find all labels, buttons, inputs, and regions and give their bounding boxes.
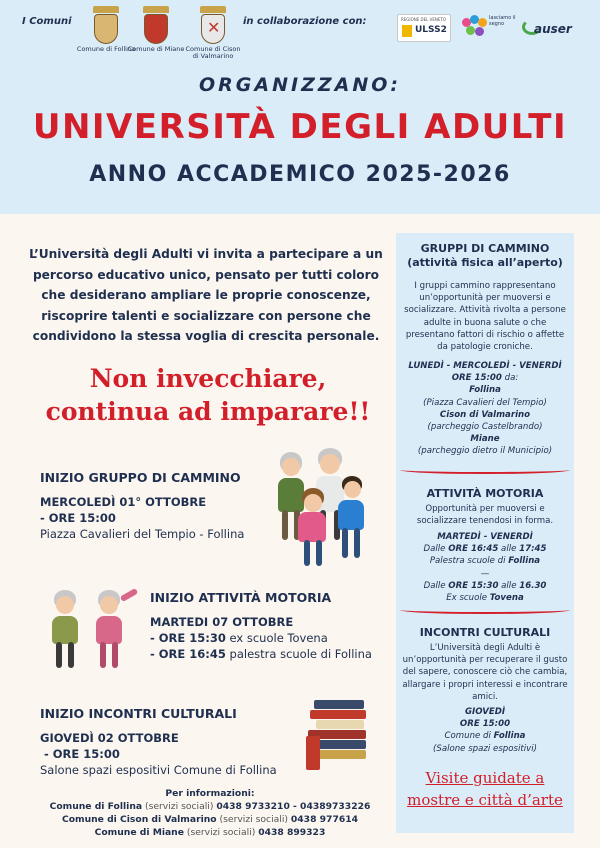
collab-label: in collaborazione con:	[243, 16, 367, 27]
sb-culturali-place-pre: Comune di	[444, 731, 494, 742]
cammino-title: INIZIO GRUPPO DI CAMMINO	[40, 470, 241, 485]
sb-cammino-loc-2: Cison di Valmarino	[439, 409, 531, 420]
footer-row-phone: 0438 9733210 - 04389733226	[216, 801, 371, 813]
motoria-date: MARTEDI 07 OTTOBRE	[150, 615, 294, 629]
visite-line-2: mostre e città d’arte	[407, 790, 563, 809]
footer-row-note: (servizi sociali)	[142, 801, 217, 813]
divider-swash-1	[400, 466, 570, 474]
culturali-title: INIZIO INCONTRI CULTURALI	[40, 706, 237, 721]
sb-motoria-place-2: Tovena	[489, 593, 524, 604]
sb-cammino-desc: I gruppi cammino rappresentano un’opportunità per muoversi e socializzare. Attività rivolta a persone adulte in buona salute o che presentano fattori di rischio o affette da patologie croniche.	[404, 281, 566, 353]
cammino-time: - ORE 15:00	[40, 511, 116, 525]
sb-culturali-schedule	[402, 706, 568, 755]
sb-culturali-place-note: (Salone spazi espositivi)	[433, 743, 537, 754]
slogan	[22, 362, 394, 429]
cison-shield-icon: ✕	[201, 14, 225, 44]
footer-row-phone: 0438 977614	[290, 814, 359, 826]
intro-text: L’Università degli Adulti vi invita a partecipare a un percorso educativo unico, pensato per tutti coloro che desiderano ampliare le proprie conoscenze, riscoprire talenti e socializzare con persone che condividono la stessa voglia di crescita personale.	[29, 247, 383, 343]
culturali-date: GIOVEDÌ 02 OTTOBRE	[40, 731, 179, 745]
motoria-place-1: ex scuole Tovena	[225, 631, 328, 645]
sb-motoria-title: ATTIVITÀ MOTORIA	[426, 487, 544, 500]
footer-row-follina	[20, 800, 400, 813]
footer-row-name: Comune di Miane	[94, 827, 184, 839]
sb-cammino-title	[396, 242, 574, 271]
walking-seniors-illustration	[266, 448, 376, 568]
footer-row-name: Comune di Follina	[49, 801, 143, 813]
cison-crest	[183, 6, 243, 61]
sb-motoria-desc: Opportunità per muoversi e socializzare tenendosi in forma.	[416, 504, 554, 527]
motoria-title: INIZIO ATTIVITÀ MOTORIA	[150, 590, 332, 605]
lasciamo-text: lasciamo il segno	[489, 15, 516, 27]
miane-shield-icon	[144, 14, 168, 44]
footer-title: Per informazioni:	[165, 788, 255, 799]
footer-row-phone: 0438 899323	[258, 827, 326, 839]
sb-motoria-alle-1: alle	[498, 544, 520, 555]
sb-motoria-alle-2: alle	[498, 580, 520, 591]
visite-guidate-link	[396, 768, 574, 812]
culturali-place: Salone spazi espositivi Comune di Follina	[40, 763, 277, 777]
sb-cammino-title-2: (attività fisica all’aperto)	[407, 256, 563, 270]
sb-motoria-sep: —	[480, 568, 490, 579]
cammino-place: Piazza Cavalieri del Tempio - Follina	[40, 527, 245, 541]
sb-motoria-place-2-pre: Ex scuole	[446, 593, 490, 604]
comuni-label: I Comuni	[22, 16, 72, 27]
sb-cammino-loc-1: Follina	[469, 385, 501, 396]
motoria-time-1: - ORE 15:30	[150, 631, 226, 645]
footer-row-name: Comune di Cison di Valmarino	[61, 814, 217, 826]
ulss-region: REGIONE DEL VENETO	[401, 17, 447, 22]
header-banner	[0, 0, 600, 214]
sb-motoria-days: MARTEDÌ - VENERDÌ	[437, 532, 533, 542]
sb-motoria-place-1: Follina	[508, 556, 541, 567]
organizzano-label: ORGANIZZANO:	[199, 74, 401, 96]
sb-motoria-dalle-2: Dalle	[423, 580, 449, 591]
sb-culturali-day: GIOVEDÌ	[464, 707, 506, 717]
sb-cammino-loc-2-note: (parcheggio Castelbrando)	[427, 422, 543, 433]
sb-motoria-to-2: 16.30	[519, 580, 547, 591]
slogan-line-1: Non invecchiare,	[89, 364, 327, 393]
motoria-line-2	[150, 646, 372, 663]
ulss-name: ULSS2	[415, 25, 447, 35]
follina-shield-icon	[94, 14, 118, 44]
sb-culturali-place: Follina	[493, 731, 526, 742]
sb-cammino-title-1: GRUPPI DI CAMMINO	[420, 242, 550, 255]
sb-cammino-time: ORE 15:00	[451, 373, 502, 384]
ulss-mark-icon	[402, 25, 412, 37]
sb-cammino-schedule	[402, 360, 568, 458]
sb-cammino-loc-1-note: (Piazza Cavalieri del Tempio)	[423, 397, 547, 408]
footer-row-note: (servizi sociali)	[183, 827, 259, 839]
lasciamo-il-segno-logo	[460, 14, 516, 42]
academic-year: ANNO ACCADEMICO 2025-2026	[89, 162, 511, 187]
sb-cammino-da: da:	[501, 373, 519, 384]
cammino-date: MERCOLEDÌ 01° OTTOBRE	[40, 495, 207, 509]
sb-motoria-dalle-1: Dalle	[423, 544, 449, 555]
contact-footer	[20, 787, 400, 839]
culturali-time: - ORE 15:00	[40, 747, 120, 761]
sb-motoria-from-1: ORE 16:45	[448, 544, 499, 555]
sb-culturali-title: INCONTRI CULTURALI	[419, 626, 551, 639]
sb-motoria-schedule	[402, 531, 568, 604]
sb-motoria-from-2: ORE 15:30	[448, 580, 499, 591]
sb-motoria-to-1: 17:45	[519, 544, 547, 555]
sb-culturali-time: ORE 15:00	[459, 719, 511, 730]
follina-name: Comune di Follina	[76, 45, 136, 53]
miane-name: Comune di Miane	[127, 45, 185, 53]
divider-swash-2	[400, 606, 570, 614]
cison-name: Comune di Cison di Valmarino	[185, 45, 241, 61]
sb-motoria-place-1-pre: Palestra scuole di	[429, 556, 509, 567]
exercising-seniors-illustration	[40, 588, 140, 670]
motoria-time-2: - ORE 16:45	[150, 647, 226, 661]
page-title: UNIVERSITÀ DEGLI ADULTI	[32, 107, 568, 147]
auser-logo	[520, 14, 578, 42]
ulss2-logo	[397, 14, 451, 42]
visite-line-1: Visite guidate a	[425, 769, 545, 787]
auser-text: auser	[534, 22, 572, 36]
footer-row-miane	[20, 826, 400, 839]
sb-cammino-days: LUNEDÌ - MERCOLEDÌ - VENERDÌ	[408, 361, 562, 371]
slogan-line-2: continua ad imparare!!	[45, 397, 371, 427]
footer-row-cison	[20, 813, 400, 826]
footer-row-note: (servizi sociali)	[216, 814, 291, 826]
books-stack-icon	[304, 696, 374, 772]
motoria-place-2: palestra scuole di Follina	[225, 647, 372, 661]
miane-crest	[126, 6, 186, 53]
sb-cammino-loc-3: Miane	[470, 434, 500, 445]
sb-culturali-desc: L’Università degli Adulti è un’opportunità per recuperare il gusto del sapere, conoscere ciò che cambia, allargare i propri interessi e incontrare amici.	[402, 643, 568, 702]
sb-cammino-loc-3-note: (parcheggio dietro il Municipio)	[417, 446, 553, 457]
motoria-line-1	[150, 630, 328, 647]
